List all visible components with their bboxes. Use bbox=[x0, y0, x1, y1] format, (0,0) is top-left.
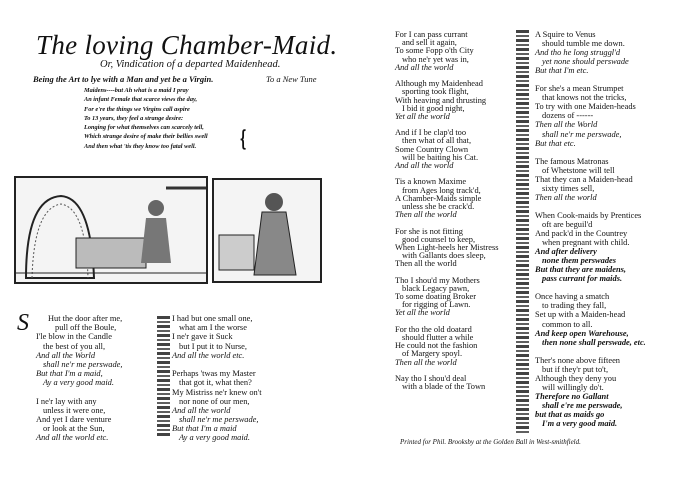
verse-line: pass currant for maids. bbox=[542, 274, 623, 284]
poem-column-4 bbox=[535, 30, 646, 428]
stanza-break bbox=[395, 120, 499, 128]
ballad-subtitle: Or, Vindication of a departed Maidenhead. bbox=[100, 59, 281, 70]
verse-line: for rigging of Lawn. bbox=[402, 300, 471, 310]
verse-line: And after delivery bbox=[535, 247, 597, 257]
verse-line: then none shall perswade, etc. bbox=[542, 337, 646, 347]
verse-line: Ay a very good maid. bbox=[43, 378, 114, 388]
verse-line: sporting took flight, bbox=[402, 87, 469, 97]
stanza-break bbox=[395, 218, 499, 226]
verse-line: pull off the Boule, bbox=[55, 323, 117, 333]
stanza-break bbox=[395, 317, 499, 325]
poem-column-1 bbox=[36, 314, 123, 443]
woodcut-chamber-scene bbox=[14, 176, 208, 284]
preamble-line: Which strange desire of make their bellies swell bbox=[84, 133, 208, 141]
verse-line: oft are beguil'd bbox=[542, 219, 593, 229]
verse-line: But that I'm etc. bbox=[535, 66, 589, 76]
verse-line: sixty times sell, bbox=[542, 183, 595, 193]
verse-line: And all the world etc. bbox=[36, 433, 109, 443]
preamble-line: And then what 'tis they know too fatal well. bbox=[84, 142, 197, 150]
ornamental-border-left bbox=[157, 316, 170, 436]
verse-line: nor none of our men, bbox=[179, 396, 250, 406]
verse-line: but I put it to Nurse, bbox=[179, 341, 247, 351]
verse-line: shall ne'r me perswade, bbox=[542, 129, 622, 139]
preamble bbox=[84, 86, 208, 151]
verse-line: I bid it good night, bbox=[402, 103, 465, 113]
verse-line: shall ne'r me perswade, bbox=[43, 359, 123, 369]
verse-line: But that I'm a maid, bbox=[36, 369, 103, 379]
verse-line: the best of you all, bbox=[43, 341, 106, 351]
verse-line: yet none should perswade bbox=[542, 57, 629, 67]
stanza-break bbox=[535, 148, 646, 157]
verse-line: Then all the world bbox=[535, 192, 597, 202]
verse-line: Although they deny you bbox=[535, 373, 617, 383]
verse-line: And tho he long struggl'd bbox=[535, 48, 621, 58]
verse-line: I'm a very good maid. bbox=[542, 419, 618, 429]
verse-line: to trading they fall, bbox=[542, 301, 607, 311]
preamble-line: An infant Female that scarce views the day, bbox=[84, 96, 198, 104]
verse-line: Ther's none above fifteen bbox=[535, 355, 620, 365]
verse-line: that got it, what then? bbox=[179, 378, 252, 388]
verse-line: I had but one small one, bbox=[172, 314, 253, 323]
verse-line: Ay a very good maid. bbox=[179, 433, 250, 443]
verse-line: When Cook-maids by Prentices bbox=[535, 210, 642, 220]
verse-line: And all the world bbox=[172, 405, 231, 415]
poem-column-2 bbox=[172, 314, 262, 443]
verse-line: Therefore no Gallant bbox=[535, 391, 609, 401]
verse-line: good counsel to keep, bbox=[402, 234, 476, 244]
tune-note: To a New Tune bbox=[266, 74, 317, 84]
verse-line: And if I be clap'd too bbox=[395, 128, 467, 138]
verse-line: Yet all the world bbox=[395, 308, 450, 318]
verse-line: To some Fopp o'th City bbox=[395, 46, 474, 56]
drop-cap: S bbox=[17, 310, 29, 336]
verse-line: For tho the old doatard bbox=[395, 324, 472, 334]
verse-line: of Whetstone will tell bbox=[542, 165, 615, 175]
verse-line: I'le blow in the Candle bbox=[36, 332, 112, 342]
verse-line: I ne'r lay with any bbox=[36, 396, 97, 406]
stanza-break bbox=[172, 360, 262, 369]
stanza-break bbox=[535, 202, 646, 211]
verse-line: will willingly do't. bbox=[542, 382, 604, 392]
verse-line: Then all the world bbox=[395, 210, 457, 220]
verse-line: will be baiting his Cat. bbox=[402, 152, 479, 162]
verse-line: Tis a known Maxime bbox=[395, 177, 467, 187]
verse-line: but that as maids go bbox=[535, 409, 605, 419]
ballad-title: The loving Chamber-Maid. bbox=[36, 30, 338, 60]
stanza-break bbox=[535, 283, 646, 292]
stanza-break bbox=[395, 71, 499, 79]
verse-line: For I can pass currant bbox=[395, 30, 468, 39]
preamble-line: Longing for what themselves can scarcely tell, bbox=[84, 124, 204, 132]
verse-line: should tumble me down. bbox=[542, 39, 625, 49]
verse-line: Once having a smatch bbox=[535, 292, 610, 302]
verse-line: with a blade of the Town bbox=[402, 382, 486, 392]
verse-line: And keep open Warehouse, bbox=[535, 328, 629, 338]
verse-line: And all the world etc. bbox=[172, 350, 245, 360]
verse-line: when pregnant with child. bbox=[542, 238, 630, 248]
ornamental-border-right bbox=[516, 30, 529, 435]
verse-line: Some Country Clown bbox=[395, 144, 469, 154]
poem-column-3 bbox=[395, 30, 499, 390]
verse-line: For she is not fitting bbox=[395, 226, 463, 236]
verse-line: Yet all the world bbox=[395, 111, 450, 121]
verse-line: none them perswades bbox=[542, 256, 616, 266]
verse-line: Then all the World bbox=[535, 120, 598, 130]
verse-line: But that they are maidens, bbox=[535, 265, 626, 275]
verse-line: And all the world bbox=[395, 161, 454, 170]
stanza-break bbox=[535, 347, 646, 356]
ballad-argument: Being the Art to lye with a Man and yet be a Virgin. bbox=[33, 74, 214, 84]
verse-line: Hut the door after me, bbox=[48, 314, 123, 323]
verse-line: But that etc. bbox=[535, 138, 576, 148]
verse-line: black Legacy pawn, bbox=[402, 283, 470, 293]
verse-line: Nay tho I shou'd deal bbox=[395, 373, 467, 383]
verse-line: Tho I shou'd my Mothers bbox=[395, 275, 480, 285]
verse-line: shall ne'r me perswade, bbox=[179, 415, 259, 425]
brace-ornament: ❴ bbox=[238, 126, 248, 151]
verse-line: unless it were one, bbox=[43, 405, 106, 415]
verse-line: and sell it again, bbox=[402, 38, 457, 48]
verse-line: Perhaps 'twas my Master bbox=[172, 369, 256, 379]
preamble-line: Maidens----but Ah what is a maid I pray bbox=[84, 87, 189, 94]
verse-line: For she's a mean Strumpet bbox=[535, 84, 624, 94]
verse-line: Although my Maidenhead bbox=[395, 79, 483, 89]
preamble-line: To 13 years, they feel a strange desire: bbox=[84, 114, 184, 122]
verse-line: but if they'r put to't, bbox=[542, 364, 609, 374]
preamble-line: For e're the things we Virgins call aspire bbox=[84, 105, 190, 113]
verse-line: To some doating Broker bbox=[395, 292, 477, 301]
verse-line: When Light-heels her Mistress bbox=[395, 242, 499, 252]
verse-line: who ne'r yet was in, bbox=[402, 54, 469, 64]
verse-line: I ne'r gave it Suck bbox=[172, 332, 233, 342]
verse-line: dozens of ------ bbox=[542, 111, 594, 121]
verse-line: With heaving and thrusting bbox=[395, 95, 487, 105]
verse-line: And all the World bbox=[36, 350, 96, 360]
verse-line: Then all the world bbox=[395, 357, 457, 367]
verse-line: what am I the worse bbox=[179, 323, 247, 333]
verse-line: A Squire to Venus bbox=[535, 30, 596, 39]
verse-line: common to all. bbox=[542, 319, 593, 329]
imprint: Printed for Phil. Brooksby at the Golden Ball in West-smithfield. bbox=[400, 438, 581, 446]
verse-line: of Margery spoyl. bbox=[402, 349, 463, 359]
stanza-break bbox=[36, 388, 123, 397]
verse-line: from Ages long track'd, bbox=[402, 185, 481, 195]
woodcut-chamber-illustration bbox=[16, 178, 206, 282]
verse-line: And all the world bbox=[395, 62, 454, 72]
verse-line: then what of all that, bbox=[402, 136, 472, 146]
stanza-break bbox=[395, 366, 499, 374]
verse-line: Set up with a Maiden-head bbox=[535, 310, 626, 320]
verse-line: A Chamber-Maids simple bbox=[395, 193, 482, 203]
stanza-break bbox=[395, 169, 499, 177]
verse-line: or look at the Sun, bbox=[43, 424, 105, 434]
verse-line: He could not the fashion bbox=[395, 341, 478, 351]
verse-line: That they can a Maiden-head bbox=[535, 174, 633, 184]
verse-line: And pack'd in the Countrey bbox=[535, 229, 628, 239]
verse-line: with Gallants does sleep, bbox=[402, 251, 486, 261]
verse-line: shall e're me perswade, bbox=[542, 400, 623, 410]
verse-line: And yet I dare venture bbox=[36, 415, 112, 425]
woodcut-maid-figure bbox=[212, 178, 322, 283]
verse-line: Then all the world bbox=[395, 259, 457, 269]
stanza-break bbox=[535, 75, 646, 84]
verse-line: that knows not the tricks, bbox=[542, 93, 627, 103]
verse-line: unless she be crack'd. bbox=[402, 201, 475, 211]
woodcut-maid-illustration bbox=[214, 180, 320, 281]
verse-line: The famous Matronas bbox=[535, 156, 609, 166]
verse-line: To try with one Maiden-heads bbox=[535, 102, 636, 112]
stanza-break bbox=[395, 267, 499, 275]
verse-line: should flutter a while bbox=[402, 332, 474, 342]
verse-line: But that I'm a maid bbox=[172, 424, 237, 434]
verse-line: My Mistriss ne'r knew on't bbox=[172, 387, 262, 397]
